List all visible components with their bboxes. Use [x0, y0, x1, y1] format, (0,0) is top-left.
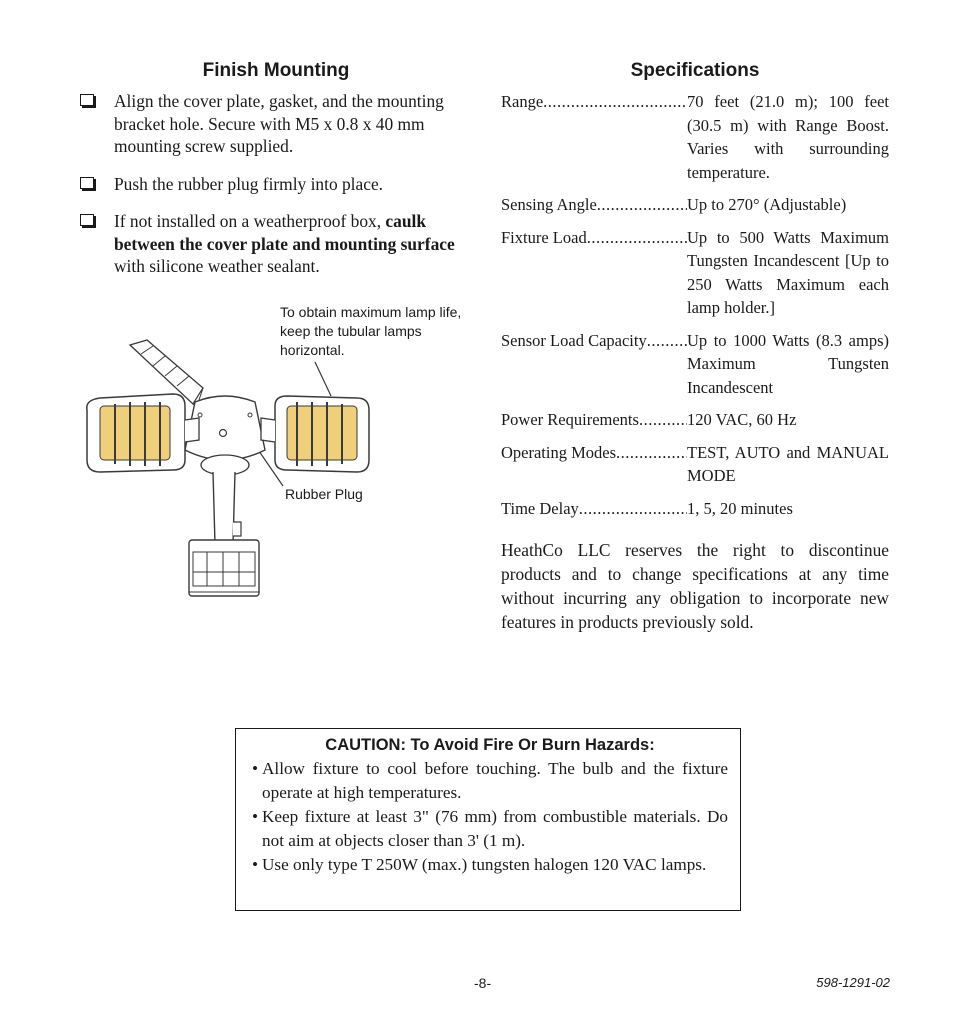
spec-row-fixture-load — [501, 226, 889, 320]
step-3 — [80, 210, 472, 278]
caution-item-text: Use only type T 250W (max.) tungsten halogen 120 VAC lamps. — [262, 855, 707, 874]
fixture-illustration — [75, 300, 475, 610]
spec-label: Fixture Load — [501, 227, 587, 247]
dot-leader — [639, 408, 687, 432]
spec-row-sensing-angle — [501, 193, 889, 217]
specifications-section — [501, 60, 889, 651]
spec-value: TEST, AUTO and MANUAL MODE — [687, 442, 889, 485]
spec-value: Up to 1000 Watts (8.3 amps) Maximum Tungsten Incandescent — [687, 330, 889, 397]
spec-row-operating-modes — [501, 441, 889, 488]
finish-mounting-title: Finish Mounting — [202, 60, 350, 81]
step-3-text-bold: caulk between the cover plate and mounting surface — [114, 211, 455, 254]
step-2 — [80, 173, 472, 196]
checkbox-icon — [80, 94, 94, 106]
spec-row-time-delay — [501, 497, 889, 521]
finish-mounting-section — [80, 60, 472, 293]
lamp-head-left — [87, 394, 199, 472]
dot-leader — [597, 193, 687, 217]
step-2-text: Push the rubber plug firmly into place. — [114, 173, 384, 194]
spec-value: Up to 500 Watts Maximum Tungsten Incandescent [Up to 250 Watts Maximum each lamp holder.] — [687, 227, 889, 317]
motion-sensor-head — [189, 540, 259, 596]
spec-label: Range — [501, 92, 544, 111]
bullet-icon: • — [252, 807, 259, 826]
checkbox-icon — [80, 214, 94, 226]
sensor-arm — [213, 472, 241, 544]
step-3-text-pre: If not installed on a weatherproof box, — [114, 211, 386, 231]
spec-label: Power Requirements — [501, 410, 639, 429]
spec-value: 120 VAC, 60 Hz — [687, 410, 797, 429]
spec-label: Sensor Load Capacity — [501, 330, 647, 350]
caution-box — [235, 728, 741, 911]
dot-leader — [579, 497, 687, 521]
lamp-head-right — [261, 396, 369, 472]
step-3-text-post: with silicone weather sealant. — [114, 256, 320, 276]
dot-leader — [543, 90, 687, 184]
specifications-title: Specifications — [630, 60, 760, 81]
caution-title: CAUTION: To Avoid Fire Or Burn Hazards: — [325, 736, 655, 754]
spec-value: 70 feet (21.0 m); 100 feet (30.5 m) with Range Boost. Varies with surrounding temperature. — [687, 92, 889, 182]
spec-row-sensor-load-capacity — [501, 329, 889, 400]
dot-leader — [587, 226, 687, 320]
caution-item-text: Allow fixture to cool before touching. The bulb and the fixture operate at high temperatures. — [262, 759, 728, 802]
step-3-text — [114, 210, 472, 278]
bullet-icon: • — [252, 759, 259, 778]
caution-item — [252, 757, 728, 805]
step-1-text: Align the cover plate, gasket, and the mounting bracket hole. Secure with M5 x 0.8 x 40 mm mounting screw supplied. — [114, 91, 444, 156]
spec-row-power-requirements — [501, 408, 889, 432]
spec-label: Sensing Angle — [501, 195, 597, 214]
spec-label: Operating Modes — [501, 442, 617, 462]
floodlight-fixture-drawing — [75, 300, 475, 610]
caution-item — [252, 805, 728, 853]
checkbox-icon — [80, 177, 94, 189]
spec-value: Up to 270° (Adjustable) — [687, 195, 847, 214]
bullet-icon: • — [252, 855, 259, 874]
rubber-plug-icon — [220, 430, 227, 437]
caution-item-text: Keep fixture at least 3" (76 mm) from combustible materials. Do not aim at objects closer than 3' (1 m). — [262, 807, 728, 850]
spec-label: Time Delay — [501, 498, 579, 518]
caution-item — [252, 853, 728, 877]
step-1 — [80, 90, 472, 158]
dot-leader — [647, 329, 687, 400]
document-number: 598-1291-02 — [816, 975, 890, 990]
dot-leader — [616, 441, 687, 488]
callout-lamp-horizontal: To obtain maximum lamp life, keep the tubular lamps horizontal. — [280, 304, 462, 358]
page-number: -8- — [474, 975, 492, 991]
spec-row-range — [501, 90, 889, 184]
disclaimer-paragraph: HeathCo LLC reserves the right to discontinue products and to change specifications at any time without incurring any obligation to incorporate new features in products previously sold. — [501, 540, 889, 632]
spec-value: 1, 5, 20 minutes — [687, 498, 793, 518]
leader-line-lamp — [315, 362, 331, 396]
callout-rubber-plug: Rubber Plug — [285, 486, 363, 502]
